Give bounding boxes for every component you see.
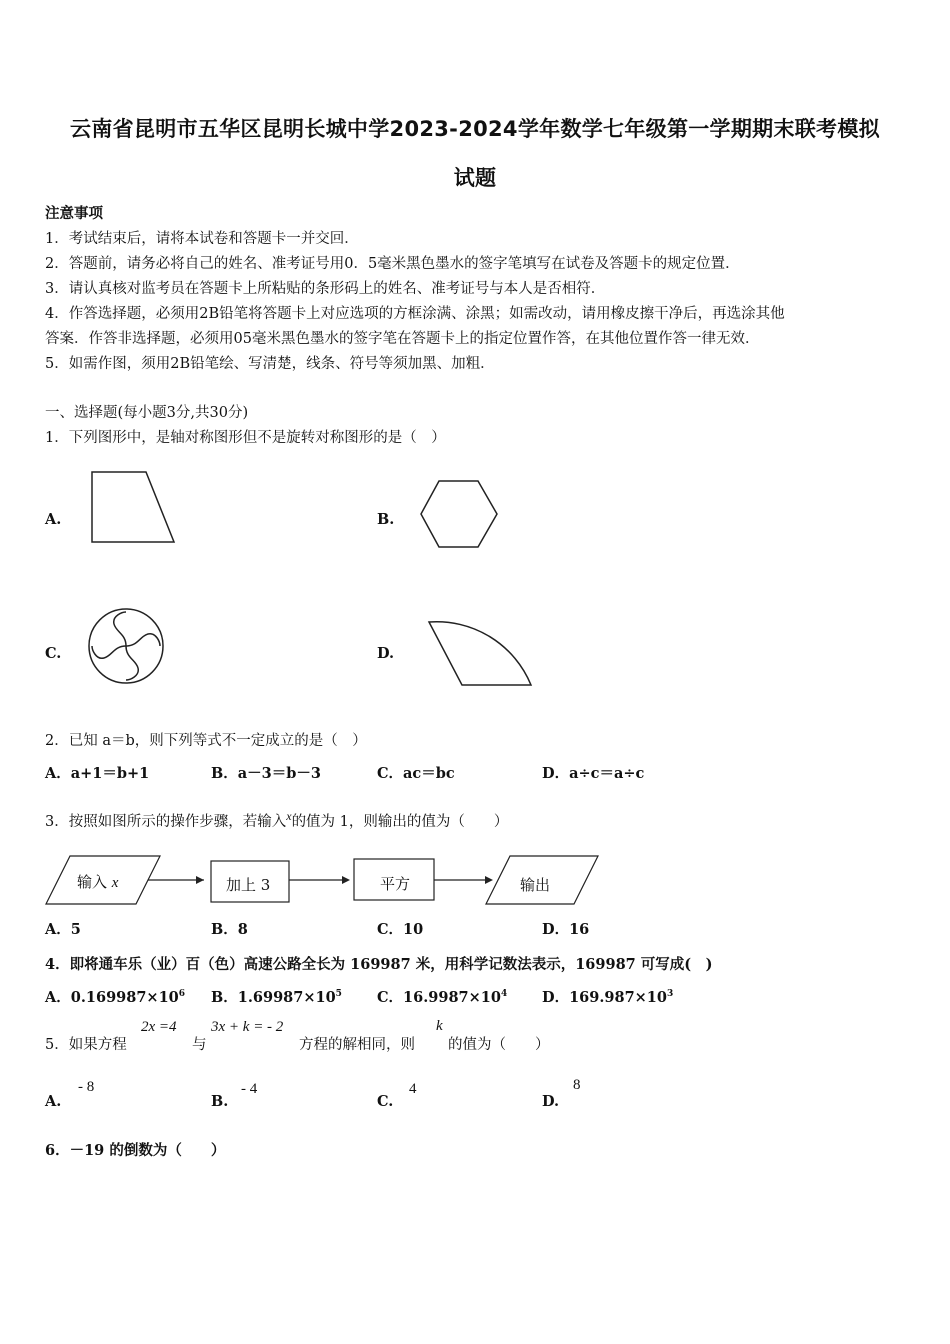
flow-step-square: 平方 [380, 875, 411, 893]
page-title-line2: 试题 [453, 166, 497, 190]
question-6-text: 6．－19 的倒数为（ ） [45, 1142, 226, 1159]
q2-option-a[interactable]: A．a+1＝b+1 [45, 765, 150, 782]
flow-input-label: 输入 [77, 873, 108, 891]
q3-text-after: 的值为 1，则输出的值为（ ） [291, 814, 509, 830]
notice-item: 答案．作答非选择题，必须用05毫米黑色墨水的签字笔在答题卡上的指定位置作答，在其他位置作答一律无效． [45, 331, 760, 347]
q1-option-b-label[interactable]: B. [377, 511, 395, 528]
pinwheel-circle-figure [86, 606, 166, 686]
q2-option-d[interactable]: D．a÷c＝a÷c [542, 765, 645, 782]
q5-equation-2: 3x + k = - 2 [211, 1019, 284, 1035]
q3-option-b[interactable]: B．8 [211, 921, 248, 938]
q2-option-c[interactable]: C．ac＝bc [377, 765, 455, 782]
q5-option-d-label[interactable]: D. [542, 1093, 560, 1110]
q5-mid: 与 [192, 1037, 207, 1053]
q5-end: 的值为（ ） [448, 1037, 550, 1053]
sector-figure [424, 612, 536, 690]
q5-equation-1: 2x =4 [141, 1019, 177, 1035]
q1-option-a-label[interactable]: A. [45, 511, 62, 528]
question-1-text: 1．下列图形中，是轴对称图形但不是旋转对称图形的是（ ） [45, 430, 446, 446]
q5-option-b-value: - 4 [241, 1081, 258, 1097]
q4-option-b[interactable]: B．$1.69987\times 10^5$ [211, 989, 342, 1006]
section-heading: 一、选择题(每小题3分,共30分) [45, 405, 249, 421]
flow-step-add3: 加上 3 [226, 876, 271, 894]
question-2-text: 2．已知 a＝b，则下列等式不一定成立的是（ ） [45, 733, 367, 749]
question-3-text [45, 809, 508, 831]
q5-option-d-value: 8 [573, 1077, 581, 1093]
q1-option-c-label[interactable]: C. [45, 645, 62, 662]
q5-var-k: k [436, 1018, 443, 1034]
notice-item: 4．作答选择题，必须用2B铅笔将答题卡上对应选项的方框涂满、涂黑；如需改动，请用橡皮擦干净后，再选涂其他 [45, 306, 785, 322]
q3-var: x [286, 809, 292, 823]
notice-item: 5．如需作图，须用2B铅笔绘、写清楚，线条、符号等须加黑、加粗． [45, 356, 495, 372]
notice-item: 1．考试结束后，请将本试卷和答题卡一并交回． [45, 231, 359, 247]
q3-option-a[interactable]: A．5 [45, 921, 81, 938]
q3-text-before: 3．按照如图所示的操作步骤，若输入 [45, 814, 287, 830]
q5-option-a-label[interactable]: A. [45, 1093, 62, 1110]
hexagon-figure [418, 478, 500, 550]
flow-output: 输出 [520, 876, 551, 894]
notice-item: 3．请认真核对监考员在答题卡上所粘贴的条形码上的姓名、准考证号与本人是否相符． [45, 281, 606, 297]
q5-prefix: 5．如果方程 [45, 1037, 127, 1053]
q1-option-d-label[interactable]: D. [377, 645, 395, 662]
trapezoid-figure [86, 470, 178, 546]
notice-heading: 注意事项 [45, 205, 103, 222]
q3-option-c[interactable]: C．10 [377, 921, 424, 938]
flow-input-var: x [111, 875, 119, 891]
q4-option-d[interactable]: D．$169.987\times 10^3$ [542, 989, 674, 1006]
q5-suffix: 方程的解相同，则 [299, 1037, 415, 1053]
q3-option-d[interactable]: D．16 [542, 921, 590, 938]
q5-option-a-value: - 8 [78, 1079, 95, 1095]
q5-option-c-value: 4 [409, 1081, 417, 1097]
q5-option-b-label[interactable]: B. [211, 1093, 229, 1110]
question-4-text: 4．即将通车乐（业）百（色）高速公路全长为 169987 米，用科学记数法表示，169987 可写成( ) [45, 956, 713, 973]
notice-item: 2．答题前，请务必将自己的姓名、准考证号用0．5毫米黑色墨水的签字笔填写在试卷及答题卡的规定位置． [45, 256, 740, 272]
page-title-line1: 云南省昆明市五华区昆明长城中学2023-2024学年数学七年级第一学期期末联考模拟 [70, 117, 880, 141]
q4-option-a[interactable]: A．$0.169987\times 10^6$ [45, 989, 186, 1006]
q4-option-c[interactable]: C．$16.9987\times 10^4$ [377, 989, 508, 1006]
flow-input-box [77, 871, 118, 892]
q5-option-c-label[interactable]: C. [377, 1093, 394, 1110]
q2-option-b[interactable]: B．a－3＝b－3 [211, 765, 321, 782]
